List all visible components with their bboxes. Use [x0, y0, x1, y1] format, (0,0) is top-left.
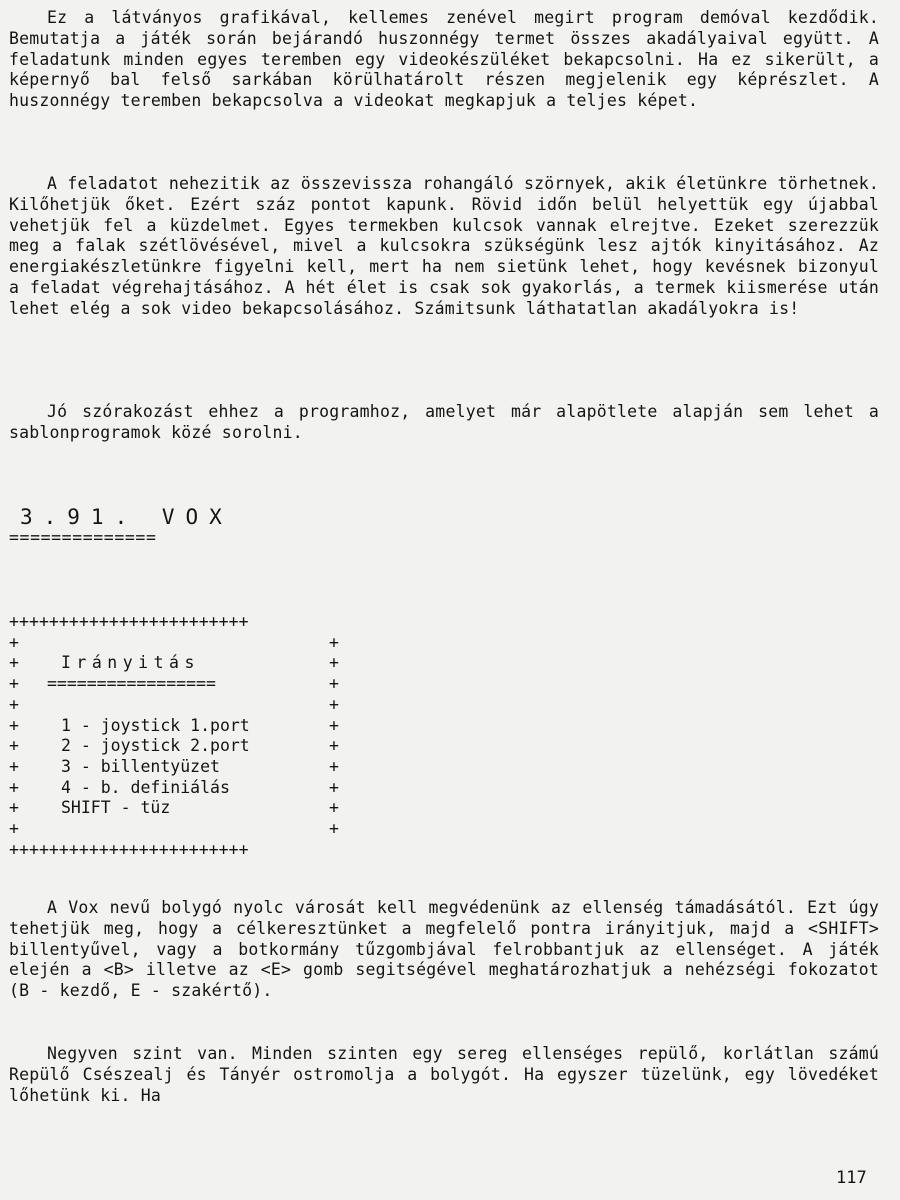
controls-box-bottom-border: ++++++++++++++++++++++++ — [9, 839, 249, 859]
controls-item: 4 - b. definiálás — [61, 777, 230, 797]
controls-box-left-edge: + — [9, 653, 19, 673]
controls-box-right-edge: + — [329, 819, 339, 838]
paragraph-difficulty-text: A feladatot nehezitik az összevissza rohangáló szörnyek, akik életünkre törhetnek. Kilőhetjük őket. Ezért száz pontot kapunk. Rövid időn belül helyettük egy újabbal vehetjük fel a küzdelmet. Egyes termekben kulcsok vannak elrejtve. Ezeket szerezzük meg a falak szétlövésével, mivel a kulcsokra szükségünk lesz ajtók kinyitásához. Az energiakészletünkre figyelni kell, mert ha nem sietünk lehet, hogy kevésnek bizonyul a feladat végrehajtásához. A hét élet is csak sok gyakorlás, a termek kiismerése után lehet elég a sok video bekapcsolásához. Számitsunk láthatatlan akadályokra is! — [9, 174, 879, 318]
controls-box-right-edge: + — [329, 653, 339, 673]
controls-box-top-border: ++++++++++++++++++++++++ — [9, 612, 249, 631]
controls-box-left-edge: + — [9, 715, 19, 735]
controls-box-right-edge: + — [329, 715, 339, 735]
section-title-underline: ============== — [9, 528, 157, 547]
paragraph-closing-text: Jó szórakozást ehhez a programhoz, amelyet már alapötlete alapján sem lehet a sablonprogramok közé sorolni. — [9, 402, 879, 442]
paragraph-intro-text: Ez a látványos grafikával, kellemes zenével megirt program demóval kezdődik. Bemutatja a játék során bejárandó huszonnégy termet összes akadályaival együtt. A feladatunk minden egyes teremben egy videokészüléket bekapcsolni. Ha ez sikerült, a képernyő bal felső sarkában körülhatárolt részen megjelenik egy képrészlet. A huszonnégy teremben bekapcsolva a videokat megkapjuk a teljes képet. — [9, 8, 879, 111]
controls-item: 2 - joystick 2.port — [61, 736, 250, 756]
controls-box-left-edge: + — [9, 694, 19, 714]
paragraph-difficulty — [9, 174, 879, 320]
controls-box-left-edge: + — [9, 674, 19, 694]
controls-box-right-edge: + — [329, 777, 339, 797]
controls-item: SHIFT - tüz — [61, 798, 171, 818]
section-title: 3.91. VOX — [20, 505, 233, 529]
controls-box-title: Irányitás — [61, 653, 200, 673]
controls-box-left-edge: + — [9, 632, 19, 652]
controls-box-right-edge: + — [329, 756, 339, 776]
controls-box-left-edge: + — [9, 819, 19, 838]
controls-box-left-edge: + — [9, 736, 19, 756]
controls-box-right-edge: + — [329, 632, 339, 652]
controls-box-title-underline: ================= — [47, 674, 216, 694]
controls-box-left-edge: + — [9, 777, 19, 797]
paragraph-vox-intro — [9, 898, 879, 1002]
controls-box-right-edge: + — [329, 798, 339, 818]
paragraph-vox-intro-text: A Vox nevű bolygó nyolc városát kell megvédenünk az ellenség támadásától. Ezt úgy tehetjük meg, hogy a célkeresztünket a megfelelő pontra irányitjuk, majd a <SHIFT> billentyűvel, vagy a botkormány tűzgombjával felrobbantjuk az ellenséget. A játék elején a <B> illetve az <E> gomb segitségével meghatározhatjuk a nehézségi fokozatot (B - kezdő, E - szakértő). — [9, 898, 879, 1001]
paragraph-intro — [9, 8, 879, 112]
controls-box-left-edge: + — [9, 756, 19, 776]
controls-item: 3 - billentyüzet — [61, 756, 220, 776]
controls-box-right-edge: + — [329, 736, 339, 756]
page-number: 117 — [836, 1168, 867, 1188]
controls-box-left-edge: + — [9, 798, 19, 818]
controls-box-right-edge: + — [329, 694, 339, 714]
paragraph-vox-levels-text: Negyven szint van. Minden szinten egy sereg ellenséges repülő, korlátlan számú Repülő Csészealj és Tányér ostromolja a bolygót. Ha egyszer tüzelünk, egy lövedéket lőhetünk ki. Ha — [9, 1044, 879, 1105]
controls-item: 1 - joystick 1.port — [61, 715, 250, 735]
controls-box-right-edge: + — [329, 674, 339, 694]
paragraph-closing — [9, 402, 879, 444]
paragraph-vox-levels — [9, 1044, 879, 1106]
